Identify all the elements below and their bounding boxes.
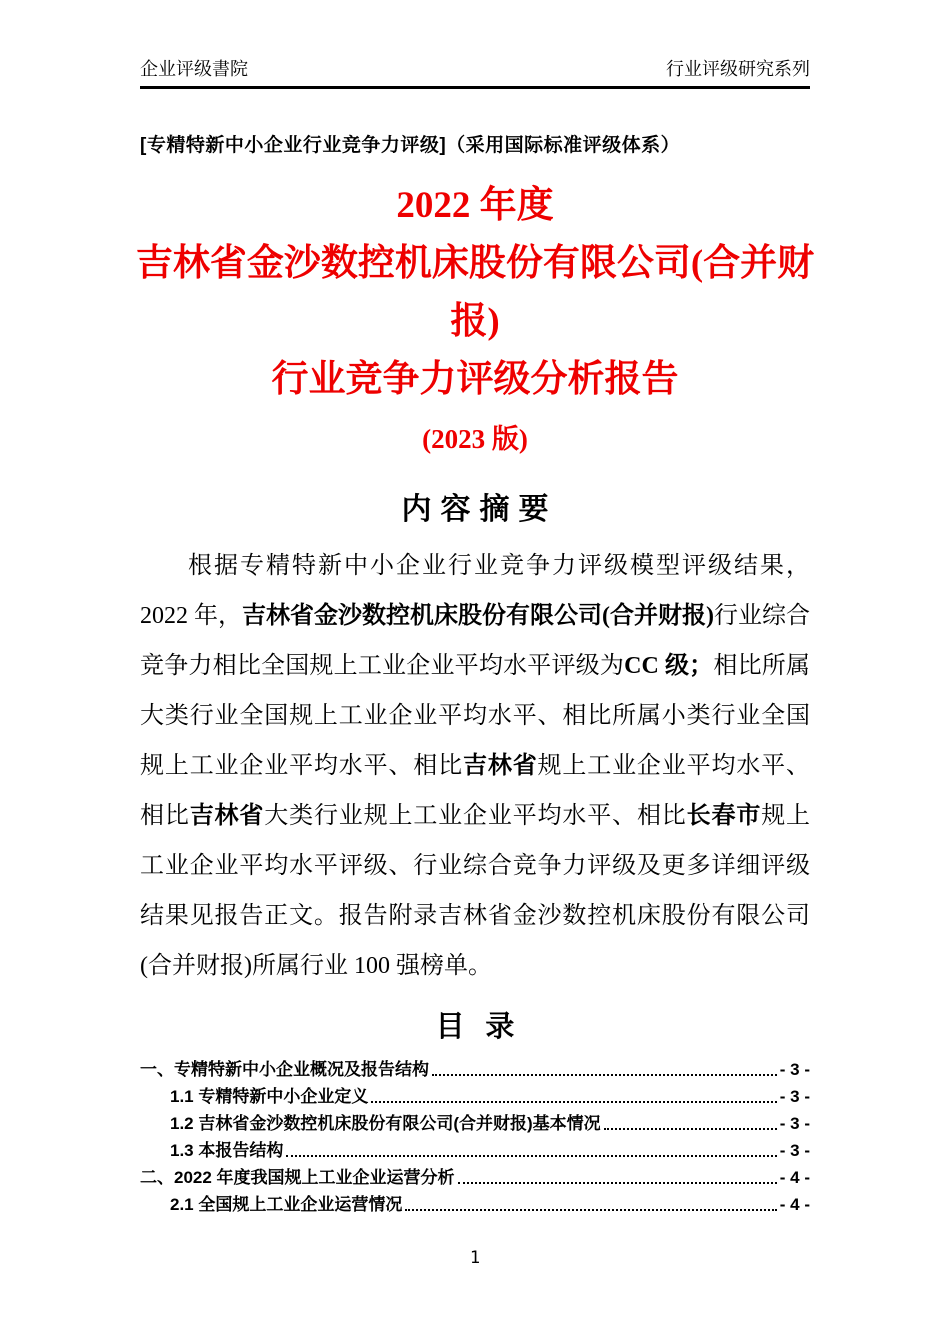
toc-entry-page: - 4 - — [779, 1168, 810, 1187]
summary-bold-segment: CC 级； — [624, 653, 714, 679]
summary-text-segment: 相比所属大类行业全国规上工业企业平均水平、相比所属小类行业全国规上工业企业平均水平、相比 — [140, 653, 811, 779]
header-rule — [140, 86, 810, 89]
summary-heading: 内容摘要 — [401, 493, 558, 526]
toc-leader-dots — [604, 1128, 777, 1130]
header-right-text: 行业评级研究系列 — [666, 59, 810, 79]
toc-entry[interactable] — [140, 1163, 810, 1190]
toc-list — [140, 1055, 810, 1217]
summary-bold-segment: 吉林省金沙数控机床股份有限公司(合并财报) — [242, 603, 715, 629]
report-version: (2023 版) — [422, 424, 528, 454]
summary-bold-segment: 吉林省 — [189, 803, 265, 829]
toc-entry-page: - 3 - — [779, 1114, 810, 1133]
summary-text-segment: 行业综合竞争力相比全国规上工业企业平均水平评级为 — [140, 603, 811, 679]
toc-entry-label: 1.3 本报告结构 — [170, 1141, 284, 1160]
summary-text-segment: 大类行业规上工业企业平均水平、相比 — [264, 803, 687, 829]
toc-leader-dots — [371, 1101, 776, 1103]
summary-bold-segment: 吉林省 — [463, 753, 538, 779]
toc-entry-label: 一、专精特新中小企业概况及报告结构 — [140, 1060, 429, 1079]
toc-entry-page: - 4 - — [779, 1195, 810, 1214]
running-header — [140, 56, 810, 82]
toc-entry[interactable] — [140, 1082, 810, 1109]
header-left-text: 企业评级書院 — [140, 59, 248, 79]
toc-entry[interactable] — [140, 1055, 810, 1082]
toc-entry[interactable] — [140, 1190, 810, 1217]
toc-entry[interactable] — [140, 1136, 810, 1163]
report-name-title: 行业竞争力评级分析报告 — [271, 359, 679, 400]
toc-leader-dots — [405, 1209, 776, 1211]
toc-entry-page: - 3 - — [779, 1087, 810, 1106]
toc-leader-dots — [458, 1182, 777, 1184]
toc-leader-dots — [286, 1155, 776, 1157]
title-block — [120, 177, 830, 409]
report-classification-line: [专精特新中小企业行业竞争力评级]（采用国际标准评级体系） — [140, 135, 681, 156]
report-year-title: 2022 年度 — [396, 185, 554, 226]
summary-bold-segment: 长春市 — [686, 803, 762, 829]
summary-text-segment: 根据专精特新中小企业行业竞争力评级模型评级结果，2022 年， — [140, 553, 810, 629]
toc-entry-label: 1.2 吉林省金沙数控机床股份有限公司(合并财报)基本情况 — [170, 1114, 601, 1133]
toc-heading: 目 录 — [435, 1011, 521, 1043]
summary-text-segment: 规上工业企业平均水平、相比 — [140, 753, 811, 829]
toc-leader-dots — [432, 1074, 777, 1076]
toc-entry-page: - 3 - — [779, 1141, 810, 1160]
summary-paragraph — [140, 541, 810, 991]
toc-entry-label: 二、2022 年度我国规上工业企业运营分析 — [140, 1168, 455, 1187]
page-number: 1 — [469, 1248, 481, 1268]
toc-entry-page: - 3 - — [779, 1060, 810, 1079]
company-name-title: 吉林省金沙数控机床股份有限公司(合并财报) — [135, 243, 815, 342]
toc-entry[interactable] — [140, 1109, 810, 1136]
toc-entry-label: 2.1 全国规上工业企业运营情况 — [170, 1195, 403, 1214]
toc-entry-label: 1.1 专精特新中小企业定义 — [170, 1087, 369, 1106]
summary-text-segment: 规上工业企业平均水平评级、行业综合竞争力评级及更多详细评级结果见报告正文。报告附录吉林省金沙数控机床股份有限公司(合并财报)所属行业 100 强榜单。 — [140, 803, 811, 979]
